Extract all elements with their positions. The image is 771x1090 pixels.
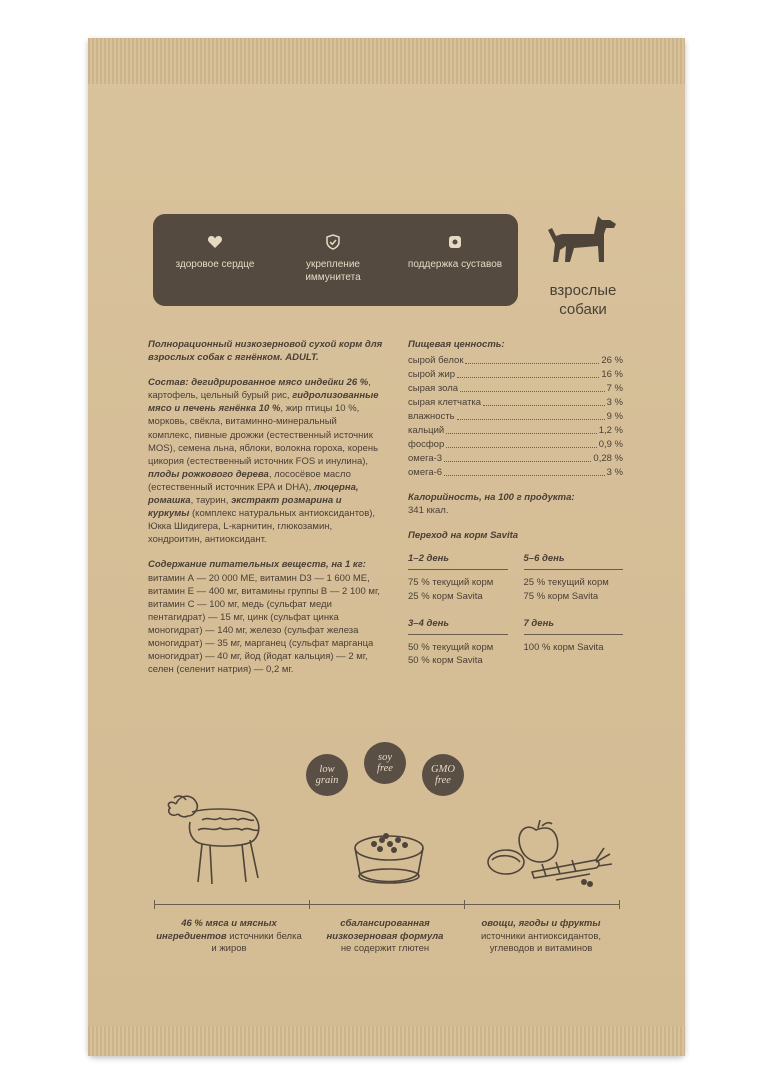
transition-day [524,552,624,602]
composition-highlight: плоды рожкового дерева [148,468,269,480]
gmo-free-badge [422,754,464,796]
benefit-immunity [283,234,383,284]
footer-formula-text: не содержит глютен [340,943,430,954]
badge-line: low [319,764,335,775]
nutrient-name: сырая клетчатка [408,397,482,408]
dog-icon [546,214,620,270]
joint-icon [447,234,463,250]
calories-value: 341 ккал. [408,505,449,517]
dog-label: взрослые собаки [549,282,617,318]
nutrition-title: Пищевая ценность: [408,339,505,350]
lamb-illustration [162,786,272,892]
composition-highlight: экстракт розмарина и куркумы [148,495,342,520]
badge-line: GMO [431,764,455,775]
nutrient-name: фосфор [408,439,445,450]
dot-leader [483,405,605,406]
nutrient-name: сырой жир [408,369,456,380]
nutrients-text: витамин А — 20 000 МЕ, витамин D3 — 1 600 МЕ, витамин Е — 400 мг, витамины группы В — 2 100 мг, витамин С — 100 мг, медь (сульфат меди пентагидрат) — 15 мг, цинк (сульфат цинка моногидрат) — 140 мг, железо (сульфат железа моногидрат) — 35 мг, марганец (сульфат марганца моногидрат) — 40 мг, йод (йодат кальция) — 2 мг, селен (селенит натрия) — 0,2 мг. [148,572,380,676]
nutrient-value: 9 % [606,411,623,422]
composition-segment: , таурин, [190,495,232,507]
day-title: 1–2 день [408,552,508,570]
dot-leader [457,419,605,420]
footer-veggies-title: овощи, ягоды и фрукты [481,918,601,929]
benefit-heart [165,234,265,271]
badge-line: free [377,763,393,774]
transition-title: Переход на корм Savita [408,530,519,542]
nutrition-row [408,423,623,437]
composition-highlight: гидролизованные мясо и печень ягнёнка 10 % [148,390,379,415]
benefits-banner [153,214,518,306]
footer-veggies [466,918,616,956]
nutrient-name: кальций [408,425,445,436]
nutrition-row [408,465,623,479]
footer-formula [310,918,460,956]
composition-text [148,377,379,545]
dot-leader [460,391,605,392]
footer-meat-title: 46 % мяса и мясных ингредиентов [156,918,277,942]
nutrition-table [408,353,623,479]
nutrition-row [408,381,623,395]
badge-line: grain [315,775,339,786]
day-title: 5–6 день [524,552,624,570]
day-title: 3–4 день [408,617,508,635]
transition-day [408,552,508,602]
nutrient-name: сырой белок [408,355,464,366]
day-line: 25 % текущий корм [523,577,609,589]
nutrient-value: 0,9 % [598,439,623,450]
transition-grid [408,552,623,667]
divider-tick [309,900,310,909]
benefit-label: здоровое сердце [175,259,255,270]
nutrient-value: 16 % [601,369,623,380]
soy-free-badge [364,742,406,784]
nutrition-row [408,451,623,465]
footer-divider [154,904,620,905]
bag-bottom-seal [88,1026,685,1056]
composition [148,376,383,546]
benefit-label: поддержка суставов [407,259,503,270]
day-line: 75 % текущий корм [408,577,494,589]
dot-leader [465,363,599,364]
calories [408,491,623,517]
badges [306,738,506,798]
nutrients-title: Содержание питательных веществ, на 1 кг: [148,559,366,571]
nutrient-name: сырая зола [408,383,459,394]
nutrient-value: 3 % [606,397,623,408]
nutrition-row [408,353,623,367]
badge-line: free [435,775,451,786]
day-line: 50 % текущий корм [408,641,494,653]
benefit-joints [405,234,505,271]
low-grain-badge [306,754,348,796]
day-line: 100 % корм Savita [523,641,604,653]
day-title: 7 день [524,617,624,635]
nutrient-name: омега-6 [408,467,443,478]
nutrient-name: влажность [408,411,455,422]
nutrition-row [408,409,623,423]
nutrition-row [408,367,623,381]
dot-leader [446,447,596,448]
divider-tick [154,900,155,909]
composition-segment: , картофель, цельный бурый рис, [148,377,371,402]
transition [408,529,623,667]
day-line: 50 % корм Savita [408,654,483,666]
transition-day [524,617,624,667]
divider-tick [464,900,465,909]
divider-tick [619,900,620,909]
composition-segment: , лососёвое масло (естественный источник EPA и DHA), [148,468,351,493]
composition-segment: (комплекс натуральных антиоксидантов), Юкка Шидигера, L-карнитин, глюкозамин, хондроитин, антиоксидант. [148,508,376,546]
benefit-label: укрепление иммунитета [305,259,361,283]
heart-icon [207,234,223,250]
dot-leader [444,475,605,476]
nutrient-value: 0,28 % [593,453,623,464]
product-description: Полнорационный низкозерновой сухой корм для взрослых собак с ягнёнком. ADULT. [148,339,383,364]
transition-day [408,617,508,667]
dot-leader [457,377,599,378]
right-column [408,338,623,667]
nutrition-row [408,395,623,409]
left-column [148,338,383,688]
calories-title: Калорийность, на 100 г продукта: [408,492,575,504]
nutrients-content [148,558,383,676]
nutrient-value: 3 % [606,467,623,478]
composition-segment: , жир птицы 10 %, морковь, свёкла, витаминно-минеральный комплекс, пивные дрожжи (естественный источник MOS), семена льна, яблоки, волокна гороха, корень цикория (естественный источник FOS и инулина), [148,403,379,467]
footer-meat [154,918,304,956]
dot-leader [446,433,597,434]
footer-meat-text: источники белка и жиров [211,930,302,954]
nutrient-name: омега-3 [408,453,443,464]
adult-dog-badge [533,214,633,324]
composition-title: Состав: [148,377,192,389]
footer-formula-title: сбалансированная низкозерновая формула [326,918,444,942]
footer-veggies-text: источники антиоксидантов, углеводов и витаминов [480,930,602,954]
product-bag [88,38,685,1056]
composition-highlight: дегидрированное мясо индейки 26 % [191,377,369,389]
bag-top-seal [88,38,685,84]
badge-line: soy [378,752,392,763]
shield-icon [325,234,341,250]
food-bowl-illustration [350,828,428,886]
dot-leader [444,461,591,462]
nutrition-row [408,437,623,451]
day-line: 75 % корм Savita [523,590,599,602]
nutrient-value: 26 % [601,355,623,366]
vegetables-illustration [486,820,616,890]
composition-highlight: люцерна, ромашка [148,481,359,507]
day-line: 25 % корм Savita [408,590,483,602]
nutrient-value: 1,2 % [598,425,623,436]
nutrient-value: 7 % [606,383,623,394]
